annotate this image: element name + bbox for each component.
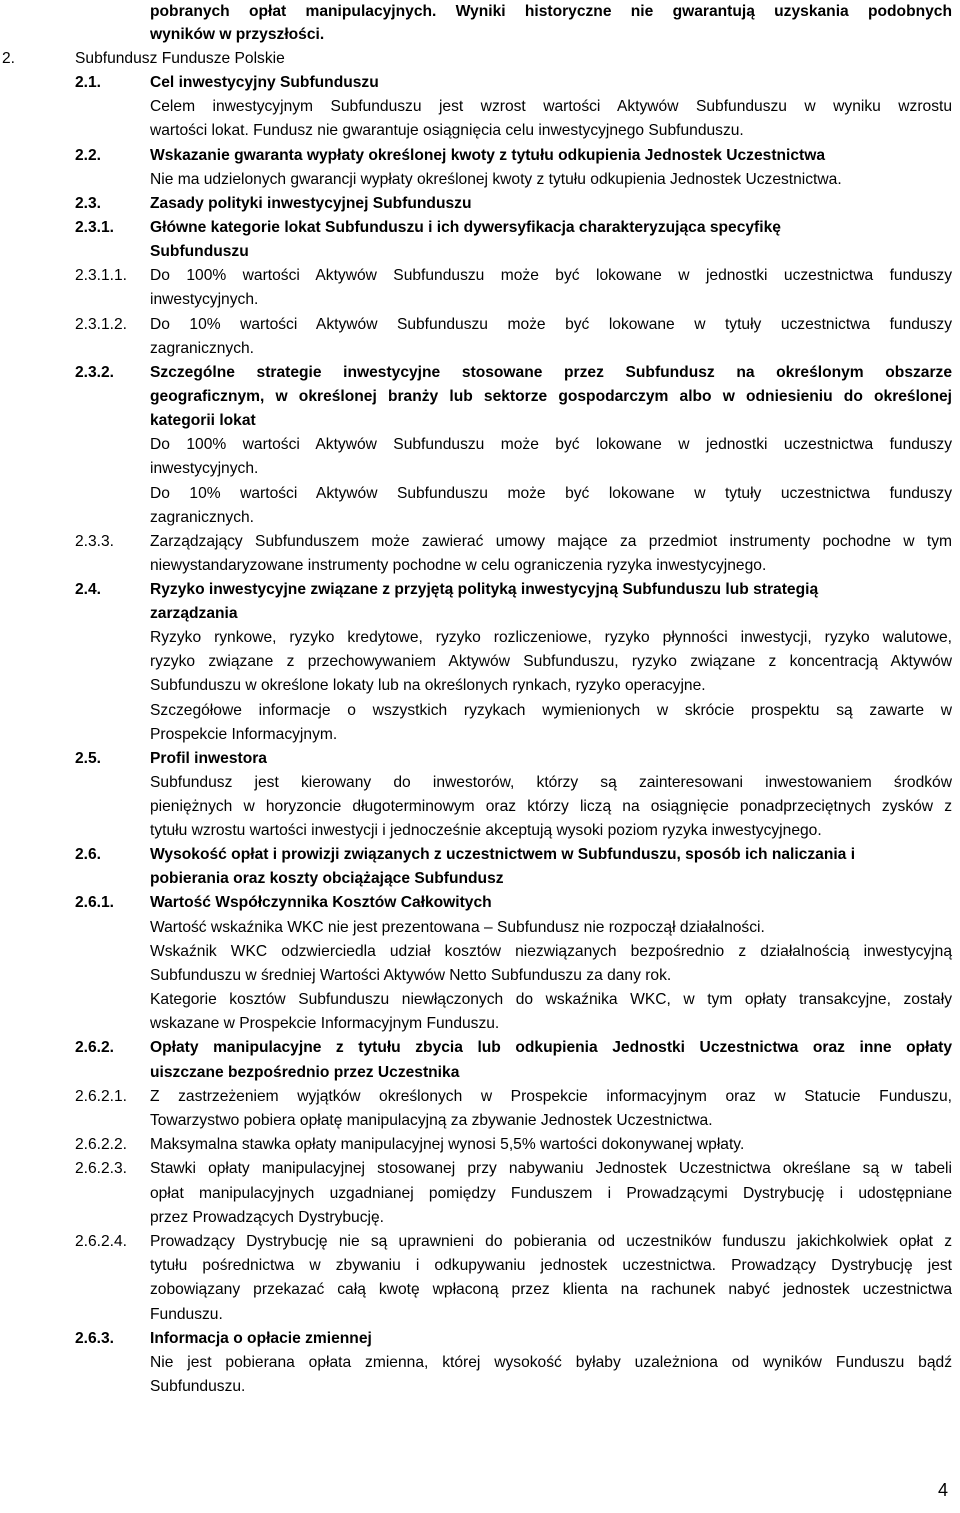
line-text: Maksymalna stawka opłaty manipulacyjnej wynosi 5,5% wartości dokonywanej wpłaty.	[150, 1136, 745, 1153]
line-text: zobowiązany przekazać całą kwotę wpłaconą przez klienta na rachunek nabyć jednostek uczestnictwa	[150, 1281, 952, 1298]
line-text: Subfunduszu.	[150, 1378, 246, 1395]
line-text: Ryzyko inwestycyjne związane z przyjętą polityką inwestycyjną Subfunduszu lub strategią	[150, 581, 819, 598]
text-line	[0, 918, 952, 940]
text-line	[0, 339, 952, 361]
line-text: Do 100% wartości Aktywów Subfunduszu może być lokowane w jednostki uczestnictwa funduszy	[150, 436, 952, 453]
section-number: 2.6.2.	[75, 1039, 115, 1056]
section-number: 2.5.	[75, 750, 102, 767]
line-text: geograficznym, w określonej branży lub sektorze gospodarczym albo w odniesieniu do określonej	[150, 388, 952, 405]
line-text: niewystandaryzowane instrumenty pochodne w celu ograniczenia ryzyka inwestycyjnego.	[150, 557, 767, 574]
line-text: Wartość Współczynnika Kosztów Całkowitych	[150, 894, 492, 911]
section-line	[0, 845, 952, 867]
text-line	[0, 170, 952, 192]
section-line	[0, 532, 952, 554]
line-text: Szczególne strategie inwestycyjne stosowane przez Subfundusz na określonym obszarze	[150, 364, 952, 381]
section-line	[0, 1159, 952, 1181]
text-line	[0, 1063, 952, 1085]
section-line	[0, 49, 952, 71]
text-line	[0, 604, 952, 626]
text-line	[0, 942, 952, 964]
line-text: tytułu wzrostu wartości inwestycji i jednocześnie akceptują wysoki poziom ryzyka inwestycyjnego.	[150, 822, 822, 839]
text-line	[0, 1184, 952, 1206]
line-text: zarządzania	[150, 605, 238, 622]
text-line	[0, 290, 952, 312]
line-text: Zasady polityki inwestycyjnej Subfunduszu	[150, 195, 472, 212]
section-number: 2.3.1.1.	[75, 267, 128, 284]
line-text: wskazane w Prospekcie Informacyjnym Funduszu.	[150, 1015, 500, 1032]
line-text: Prospekcie Informacyjnym.	[150, 726, 338, 743]
section-number: 2.3.	[75, 195, 102, 212]
line-text: Subfunduszu	[150, 243, 249, 260]
section-line	[0, 73, 952, 95]
text-line	[0, 869, 952, 891]
line-text: Subfunduszu w określone lokaty lub na określonych rynkach, ryzyko operacyjne.	[150, 677, 706, 694]
line-text: Subfundusz jest kierowany do inwestorów, którzy są zainteresowani inwestowaniem środków	[150, 774, 952, 791]
text-line	[0, 459, 952, 481]
section-number: 2.6.2.4.	[75, 1233, 128, 1250]
line-text: zagranicznych.	[150, 509, 255, 526]
text-line	[0, 773, 952, 795]
section-number: 2.2.	[75, 147, 102, 164]
section-number: 2.3.1.	[75, 219, 115, 236]
text-line	[0, 1111, 952, 1133]
line-text: tytułu pośrednictwa w zbywaniu i odkupywaniu jednostek uczestnictwa. Prowadzący Dystrybucję jest	[150, 1257, 952, 1274]
text-line	[0, 990, 952, 1012]
text-line	[0, 1280, 952, 1302]
section-line	[0, 580, 952, 602]
text-line	[0, 1305, 952, 1327]
line-text: wartości lokat. Fundusz nie gwarantuje osiągnięcia celu inwestycyjnego Subfunduszu.	[150, 122, 744, 139]
section-line	[0, 1232, 952, 1254]
section-number: 2.6.2.2.	[75, 1136, 128, 1153]
text-line	[0, 411, 952, 433]
line-text: ryzyko związane z przechowywaniem Aktywów Subfunduszu, ryzyko związane z koncentracją Aktywów	[150, 653, 952, 670]
line-text: pobierania oraz koszty obciążające Subfundusz	[150, 870, 504, 887]
section-line	[0, 194, 952, 216]
line-text: Do 10% wartości Aktywów Subfunduszu może być lokowane w tytuły uczestnictwa funduszy	[150, 316, 952, 333]
section-line	[0, 218, 952, 240]
line-text: Prowadzący Dystrybucję nie są uprawnieni do pobierania od uczestników funduszu jakichkolwiek opłat z	[150, 1233, 952, 1250]
text-line	[0, 797, 952, 819]
section-number: 2.6.	[75, 846, 102, 863]
text-line	[0, 1377, 952, 1399]
line-text: zagranicznych.	[150, 340, 255, 357]
text-line	[0, 725, 952, 747]
text-line	[0, 1353, 952, 1375]
line-text: Opłaty manipulacyjne z tytułu zbycia lub odkupienia Jednostki Uczestnictwa oraz inne opłaty	[150, 1039, 952, 1056]
section-line	[0, 1087, 952, 1109]
line-text: Funduszu.	[150, 1306, 223, 1323]
text-line	[0, 821, 952, 843]
section-line	[0, 1135, 952, 1157]
section-line	[0, 893, 952, 915]
text-line	[0, 676, 952, 698]
line-text: Kategorie kosztów Subfunduszu niewłączonych do wskaźnika WKC, w tym opłaty transakcyjne, zostały	[150, 991, 952, 1008]
text-line	[0, 435, 952, 457]
line-text: Celem inwestycyjnym Subfunduszu jest wzrost wartości Aktywów Subfunduszu w wyniku wzrostu	[150, 98, 952, 115]
line-text: Wskazanie gwaranta wypłaty określonej kwoty z tytułu odkupienia Jednostek Uczestnictwa	[150, 147, 826, 164]
line-text: Informacja o opłacie zmiennej	[150, 1330, 372, 1347]
line-text: Do 10% wartości Aktywów Subfunduszu może być lokowane w tytuły uczestnictwa funduszy	[150, 485, 952, 502]
section-number: 2.6.3.	[75, 1330, 115, 1347]
section-number: 2.	[2, 50, 16, 67]
section-number: 2.6.1.	[75, 894, 115, 911]
section-number: 2.3.1.2.	[75, 316, 128, 333]
line-text: wyników w przyszłości.	[150, 26, 325, 43]
section-number: 2.3.2.	[75, 364, 115, 381]
line-text: inwestycyjnych.	[150, 460, 259, 477]
section-number: 2.1.	[75, 74, 102, 91]
text-line	[0, 484, 952, 506]
text-line	[0, 556, 952, 578]
text-line	[0, 966, 952, 988]
text-line	[0, 652, 952, 674]
line-text: opłat manipulacyjnych uzgadnianej pomiędzy Funduszem i Prowadzącymi Dystrybucję i udostępniane	[150, 1185, 952, 1202]
text-line	[0, 2, 952, 24]
section-line	[0, 1329, 952, 1351]
text-line	[0, 1208, 952, 1230]
line-text: przez Prowadzących Dystrybucję.	[150, 1209, 384, 1226]
line-text: Profil inwestora	[150, 750, 267, 767]
section-line	[0, 146, 952, 168]
line-text: Subfundusz Fundusze Polskie	[75, 50, 285, 67]
line-text: Subfunduszu w średniej Wartości Aktywów Netto Subfunduszu za dany rok.	[150, 967, 672, 984]
section-line	[0, 266, 952, 288]
line-text: Do 100% wartości Aktywów Subfunduszu może być lokowane w jednostki uczestnictwa funduszy	[150, 267, 952, 284]
line-text: Szczegółowe informacje o wszystkich ryzykach wymienionych w skrócie prospektu są zawarte w	[150, 702, 952, 719]
line-text: pobranych opłat manipulacyjnych. Wyniki historyczne nie gwarantują uzyskania podobnych	[150, 3, 952, 20]
line-text: Wskaźnik WKC odzwierciedla udział kosztów niezwiązanych bezpośrednio z działalnością inwestycyjną	[150, 943, 952, 960]
section-line	[0, 749, 952, 771]
section-number: 2.3.3.	[75, 533, 115, 550]
text-line	[0, 242, 952, 264]
section-line	[0, 1038, 952, 1060]
line-text: inwestycyjnych.	[150, 291, 259, 308]
line-text: Nie jest pobierana opłata zmienna, której wysokość byłaby uzależniona od wyników Funduszu bądź	[150, 1354, 952, 1371]
text-line	[0, 25, 952, 47]
section-line	[0, 363, 952, 385]
section-number: 2.4.	[75, 581, 102, 598]
section-line	[0, 315, 952, 337]
line-text: Stawki opłaty manipulacyjnej stosowanej przy nabywaniu Jednostek Uczestnictwa określane są w tabeli	[150, 1160, 952, 1177]
text-line	[0, 628, 952, 650]
text-line	[0, 121, 952, 143]
line-text: Z zastrzeżeniem wyjątków określonych w Prospekcie informacyjnym oraz w Statucie Funduszu,	[150, 1088, 952, 1105]
page-number: 4	[937, 1480, 948, 1500]
text-line	[0, 97, 952, 119]
line-text: Główne kategorie lokat Subfunduszu i ich dywersyfikacja charakteryzująca specyfikę	[150, 219, 781, 236]
section-number: 2.6.2.3.	[75, 1160, 128, 1177]
text-line	[0, 1014, 952, 1036]
line-text: kategorii lokat	[150, 412, 256, 429]
text-line	[0, 1256, 952, 1278]
text-line	[0, 701, 952, 723]
line-text: Towarzystwo pobiera opłatę manipulacyjną za zbywanie Jednostek Uczestnictwa.	[150, 1112, 713, 1129]
line-text: uiszczane bezpośrednio przez Uczestnika	[150, 1064, 460, 1081]
line-text: Zarządzający Subfunduszem może zawierać umowy mające za przedmiot instrumenty pochodne w tym	[150, 533, 952, 550]
text-line	[0, 387, 952, 409]
line-text: Wysokość opłat i prowizji związanych z uczestnictwem w Subfunduszu, sposób ich naliczania i	[150, 846, 856, 863]
line-text: Nie ma udzielonych gwarancji wypłaty określonej kwoty z tytułu odkupienia Jednostek Uczestnictwa.	[150, 171, 842, 188]
line-text: Ryzyko rynkowe, ryzyko kredytowe, ryzyko rozliczeniowe, ryzyko płynności inwestycji, ryzyko walutowe,	[150, 629, 952, 646]
line-text: Wartość wskaźnika WKC nie jest prezentowana – Subfundusz nie rozpoczął działalności.	[150, 919, 765, 936]
text-line	[0, 508, 952, 530]
line-text: pieniężnych w horyzoncie długoterminowym oraz którzy liczą na osiągnięcie ponadprzeciętnych zysków z	[150, 798, 952, 815]
section-number: 2.6.2.1.	[75, 1088, 128, 1105]
line-text: Cel inwestycyjny Subfunduszu	[150, 74, 379, 91]
